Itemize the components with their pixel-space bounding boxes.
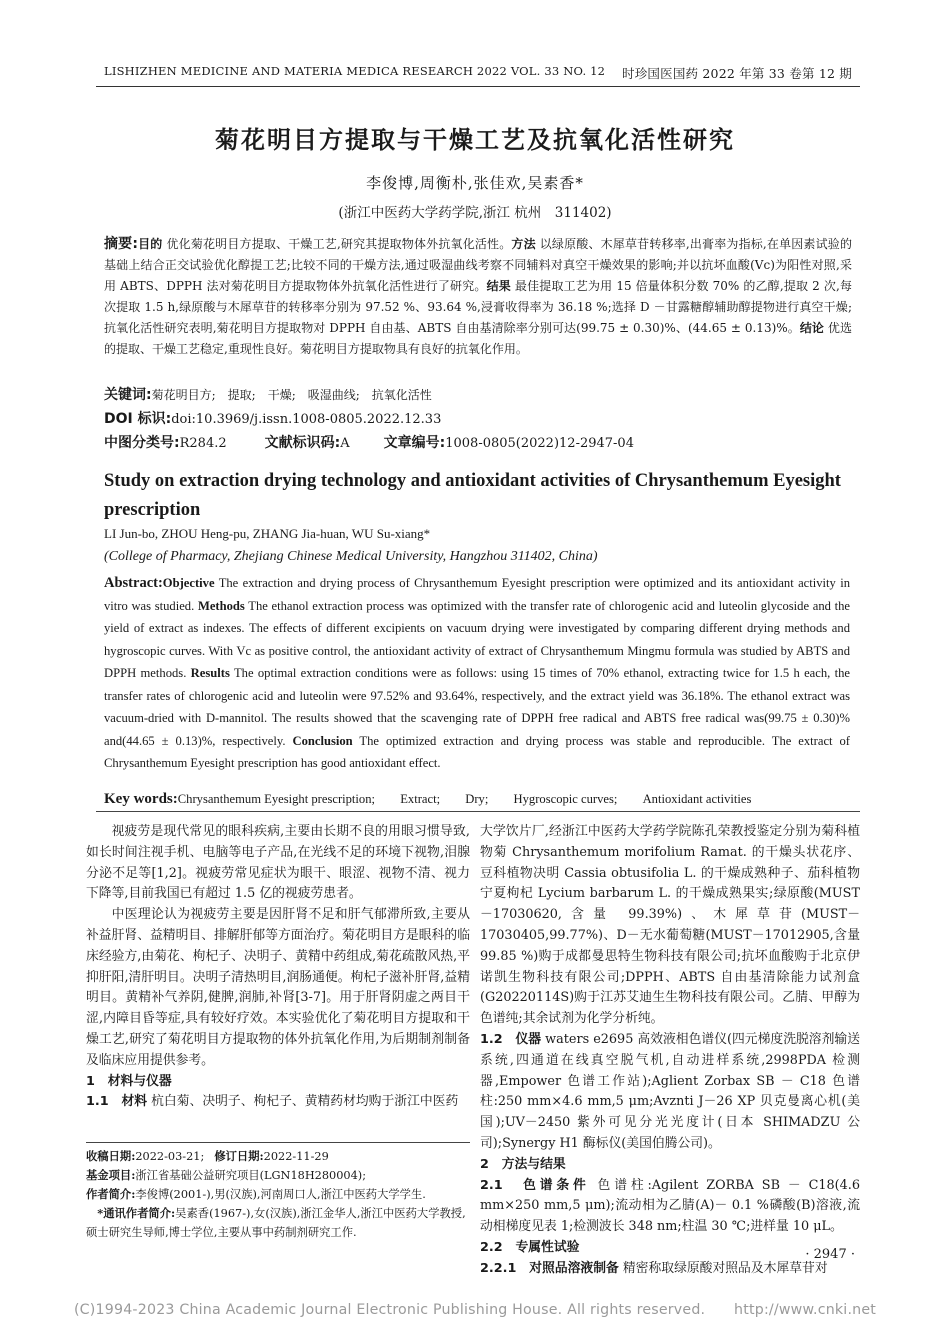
keywords-cn-label: 关键词: (104, 387, 152, 403)
intro-paragraph-1: 视疲劳是现代常见的眼科疾病,主要由长期不良的用眼习惯导致,如长时间注视手机、电脑等电子产品,在光线不足的环境下视物,泪腺分泌不足等[1,2]。视疲劳常见症状为眼干、眼涩、视物不清、视力下降等,目前我国已有超过 1.5 亿的视疲劳患者。 (86, 824, 470, 902)
corresponding-label: *通讯作者简介: (97, 1206, 176, 1220)
header-rule (96, 86, 860, 87)
section-2-2-heading: 2.2 专属性试验 (480, 1239, 580, 1255)
running-header-cn: 时珍国医国药 2022 年第 33 卷第 12 期 (622, 66, 852, 81)
doi-line (104, 409, 852, 430)
abstract-en-con-label: Conclusion (292, 733, 353, 748)
abstract-en-res: The optimal extraction conditions were as follows: using 15 times of 70% ethanol, extracting twice for 1.5 h each, the transfer rates of chlorogenic acid and luteolin were 97.52% and 93.64%, respectively, and the extract yield was 36.18%. The ethanol extract was vacuum-dried with D-mannitol. The results showed that the scavenging rate of DPPH free radical and ABTS free radical was(99.75 ± 0.30)% and(44.65 ± 0.13)%, respectively. (104, 666, 851, 748)
footnote-fund (86, 1166, 470, 1185)
section-1-2-label: 1.2 仪器 (480, 1031, 542, 1047)
fund-text: 浙江省基础公益研究项目(LGN18H280004); (135, 1169, 367, 1182)
abstract-en (104, 572, 850, 775)
title-en: Study on extraction drying technology and antioxidant activities of Chrysanthemum Eyesight prescription (104, 471, 841, 520)
abstract-cn-res-label: 结果 (486, 279, 511, 293)
abstract-cn (104, 234, 852, 360)
abstract-cn-res: 最佳提取工艺为用 15 倍量体积分数 70% 的乙醇,提取 2 次,每次提取 1.5 h,绿原酸与木犀草苷的转移率分别为 97.52 %、93.64 %,浸膏收得率为 36.18 %;选择 D －甘露糖醇辅助醇提物进行真空干燥;抗氧化活性研究表明,菊花明目方提取物对 DPPH 自由基、ABTS 自由基清除率分别可达(99.75 ± 0.30)%、(44.65 ± 0.13)%。 (104, 279, 853, 335)
authors-cn: 李俊博,周衡朴,张佳欢,吴素香* (366, 174, 584, 192)
section-1-1 (86, 1092, 470, 1113)
footnote-author (86, 1185, 470, 1204)
abstract-cn-label: 摘要: (104, 236, 138, 252)
abstract-en-obj: The extraction and drying process of Chrysanthemum Eyesight prescription were optimized and its antioxidant activity in vitro was studied. (104, 576, 850, 613)
footnote-rule (86, 1142, 470, 1143)
section-2-2-1-label: 2.2.1 对照品溶液制备 (480, 1260, 619, 1276)
abstract-cn-meth-label: 方法 (511, 237, 536, 251)
title-cn: 菊花明目方提取与干燥工艺及抗氧化活性研究 (215, 126, 735, 154)
doi-label: DOI 标识: (104, 411, 172, 427)
footnote-corresponding (86, 1204, 470, 1242)
footnote-dates (86, 1147, 470, 1166)
revised-label: 修订日期: (214, 1149, 264, 1163)
affiliation-en: (College of Pharmacy, Zhejiang Chinese Medical University, Hangzhou 311402, China) (104, 549, 598, 564)
article-no-value: 1008-0805(2022)12-2947-04 (445, 436, 634, 451)
abstract-cn-con: 优选的提取、干燥工艺稳定,重现性良好。菊花明目方提取物具有良好的抗氧化作用。 (104, 321, 852, 356)
authors-en: LI Jun-bo, ZHOU Heng-pu, ZHANG Jia-huan, WU Su-xiang* (104, 526, 431, 541)
abstract-en-meth-label: Methods (197, 598, 245, 613)
section-1-1-cont: 大学饮片厂,经浙江中医药大学药学院陈孔荣教授鉴定分别为菊科植物菊 Chrysanthemum morifolium Ramat. 的干燥头状花序、豆科植物决明 Cassia obtusifolia L. 的干燥成熟种子、茄科植物宁夏枸杞 Lycium barbarum L. 的干燥成熟果实;绿原酸(MUST－17030620,含量 99.39%)、木犀草苷(MUST－17030405,99.77%)、D－无水葡萄糖(MUST－17012905,含量 99.85 %)购于成都曼思特生物科技有限公司;抗坏血酸购于北京伊诺凯生物科技有限公司;DPPH、ABTS 自由基清除能力试剂盒(G20220114S)购于江苏艾迪生生物科技有限公司。乙腈、甲醇为色谱纯;其余试剂为化学分析纯。 (480, 824, 860, 1027)
page-number: · 2947 · (805, 1247, 855, 1262)
footnotes (86, 1147, 470, 1242)
section-2-1-text: 色谱柱:Agilent ZORBA SB － C18(4.6 mm×250 mm,5 μm);流动相为乙腈(A)－ 0.1 %磷酸(B)溶液,流动相梯度见表 1;检测波长 348 nm;柱温 30 ℃;进样量 10 μL。 (480, 1177, 860, 1235)
abstract-en-label: Abstract: (104, 575, 163, 591)
abstract-cn-con-label: 结论 (799, 321, 824, 335)
section-2-1 (480, 1176, 860, 1238)
running-header-en: LISHIZHEN MEDICINE AND MATERIA MEDICA RESEARCH 2022 VOL. 33 NO. 12 (104, 64, 606, 78)
body-right-column (480, 822, 860, 1280)
section-2-1-label: 2.1 色谱条件 (480, 1177, 590, 1193)
abstract-en-meth: The ethanol extraction process was optimized with the transfer rate of chlorogenic acid and luteolin glycoside and the yield of extract as indexes. The effects of different excipients on vacuum drying were investigated by comparing different drying methods and hygroscopic curves. With Vc as positive control, the antioxidant activity of extract of Chrysanthemum Mingmu formula was studied by ABTS and DPPH methods. (104, 598, 850, 680)
doc-code-label: 文献标识码: (264, 435, 341, 451)
section-1-1-text: 杭白菊、决明子、枸杞子、黄精药材均购于浙江中医药 (147, 1094, 459, 1110)
corresponding-text: 吴素香(1967-),女(汉族),浙江金华人,浙江中医药大学教授,硕士研究生导师,博士学位,主要从事中药制剂研究工作. (86, 1207, 466, 1239)
received-label: 收稿日期: (86, 1149, 136, 1163)
author-bio-text: 李俊博(2001-),男(汉族),河南周口人,浙江中医药大学学生. (135, 1188, 426, 1201)
section-1-2-text: waters e2695 高效液相色谱仪(四元梯度洗脱溶剂输送系统,四通道在线真空脱气机,自动进样系统,2998PDA 检测器,Empower 色谱工作站);Aglient Zorbax SB － C18 色谱柱:250 mm×4.6 mm,5 μm;Avznti J－26 XP 贝克曼离心机(美国);UV－2450 紫外可见分光光度计(日本 SHIMADZU 公司);Synergy H1 酶标仪(美国伯腾公司)。 (480, 1031, 860, 1151)
abstract-cn-obj-label: 目的 (137, 237, 163, 251)
clc-value: R284.2 (179, 436, 227, 451)
copyright-watermark: (C)1994-2023 China Academic Journal Electronic Publishing House. All rights reserved. http://www.cnki.net (73, 1302, 877, 1318)
keywords-en (104, 788, 852, 808)
body-left-column (86, 822, 470, 1113)
keywords-cn-text: 菊花明目方; 提取; 干燥; 吸湿曲线; 抗氧化活性 (151, 388, 432, 402)
affiliation-cn: (浙江中医药大学药学院,浙江 杭州 311402) (338, 205, 612, 221)
section-1-1-label: 1.1 材料 (86, 1094, 148, 1110)
keywords-en-label: Key words: (104, 791, 178, 807)
intro-paragraph-2: 中医理论认为视疲劳主要是因肝肾不足和肝气郁滞所致,主要从补益肝肾、益精明目、排解肝郁等方面治疗。菊花明目方是眼科的临床经验方,由菊花、枸杞子、决明子、黄精中药组成,菊花疏散风热,平抑肝阳,清肝明目。决明子清热明目,润肠通便。枸杞子滋补肝肾,益精明目。黄精补气养阴,健脾,润肺,补肾[3-7]。用于肝肾阴虚之两目干涩,内障目昏等症,具有较好疗效。本实验优化了菊花明目方提取和干燥工艺,研究了菊花明目方提取物的体外抗氧化作用,为后期制剂制备及临床应用提供参考。 (86, 907, 470, 1068)
doc-code-value: A (340, 436, 350, 451)
abstract-en-con: The optimized extraction and drying process was stable and reproducible. The extract of Chrysanthemum Eyesight prescription has good antioxidant effect. (104, 733, 851, 770)
classification-line (104, 433, 852, 454)
revised-date: 2022-11-29 (263, 1150, 329, 1163)
section-2-2-1 (480, 1259, 860, 1280)
received-date: 2022-03-21; (135, 1150, 205, 1163)
doi-text: doi:10.3969/j.issn.1008-0805.2022.12.33 (171, 412, 442, 427)
clc-label: 中图分类号: (104, 435, 180, 451)
section-1-heading: 1 材料与仪器 (86, 1073, 172, 1089)
section-1-2 (480, 1030, 860, 1155)
author-bio-label: 作者简介: (86, 1187, 136, 1201)
section-2-2-1-text: 精密称取绿原酸对照品及木犀草苷对 (618, 1260, 828, 1276)
article-no-label: 文章编号: (383, 435, 446, 451)
keywords-en-text: Chrysanthemum Eyesight prescription; Extract; Dry; Hygroscopic curves; Antioxidant activities (177, 792, 752, 806)
keywords-cn (104, 385, 852, 406)
abstract-cn-obj: 优化菊花明目方提取、干燥工艺,研究其提取物体外抗氧化活性。 (162, 237, 512, 251)
abstract-cn-meth: 以绿原酸、木犀草苷转移率,出膏率为指标,在单因素试验的基础上结合正交试验优化醇提工艺;比较不同的干燥方法,通过吸湿曲线考察不同辅料对真空干燥效果的影响;并以抗坏血酸(Vc)为阳性对照,采用 ABTS、DPPH 法对菊花明目方提取物体外抗氧化活性进行了研究。 (104, 237, 852, 293)
section-2-heading: 2 方法与结果 (480, 1156, 566, 1172)
fund-label: 基金项目: (86, 1168, 136, 1182)
section-rule (96, 811, 860, 812)
abstract-en-res-label: Results (190, 666, 230, 680)
abstract-en-obj-label: Objective (162, 576, 215, 590)
